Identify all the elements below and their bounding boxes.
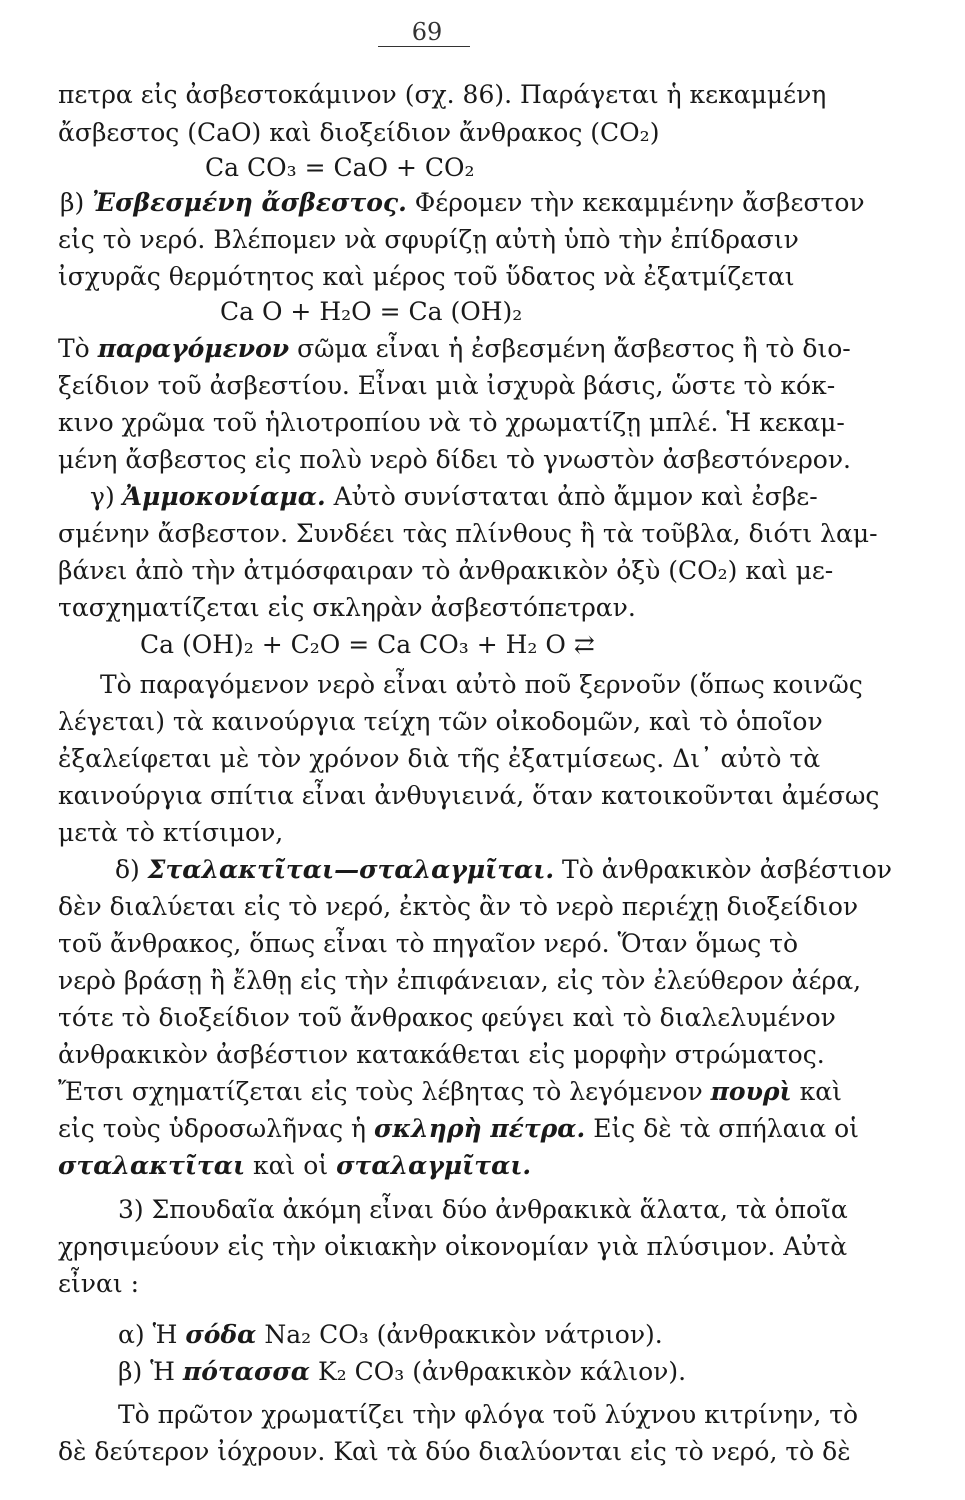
page-number-rule xyxy=(378,46,470,47)
text-line: δὲν διαλύεται εἰς τὸ νερό, ἐκτὸς ἂν τὸ νερὸ περιέχῃ διοξείδιον xyxy=(58,892,859,921)
text-line: ξείδιον τοῦ ἀσβεστίου. Εἶναι μιὰ ἰσχυρὰ βάσις, ὥστε τὸ κόκ- xyxy=(58,371,836,400)
text-line: εἰς τὸ νερό. Βλέπομεν νὰ σφυρίζῃ αὐτὴ ὑπὸ τὴν ἐπίδρασιν xyxy=(58,225,799,254)
text-span: β) xyxy=(60,188,93,217)
text-line xyxy=(118,1320,663,1350)
text-line: πετρα εἰς ἀσβεστοκάμινον (σχ. 86). Παράγεται ἡ κεκαμμένη xyxy=(58,80,827,109)
text-line xyxy=(58,334,851,364)
text-span: K₂ CO₃ (ἀνθρακικὸν κάλιον). xyxy=(310,1357,687,1386)
text-span: Αὐτὸ συνίσταται ἀπὸ ἄμμον καὶ ἐσβε- xyxy=(325,482,818,511)
text-line xyxy=(60,188,865,218)
page-number: 69 xyxy=(411,18,443,46)
text-line: τότε τὸ διοξείδιον τοῦ ἄνθρακος φεύγει καὶ τὸ διαλελυμένον xyxy=(58,1003,836,1032)
text-line: ἄσβεστος (CaO) καὶ διοξείδιον ἄνθρακος (CO₂) xyxy=(58,118,660,147)
text-line: εἶναι : xyxy=(58,1269,140,1298)
text-line: μετὰ τὸ κτίσιμον, xyxy=(58,818,284,847)
text-line: ἀνθρακικὸν ἀσβέστιον κατακάθεται εἰς μορφὴν στρώματος. xyxy=(58,1040,825,1069)
text-span: δ) xyxy=(115,855,148,884)
text-line: ἰσχυρᾶς θερμότητος καὶ μέρος τοῦ ὕδατος νὰ ἐξατμίζεται xyxy=(58,262,795,291)
emphasized-term: Ἐσβεσμένη ἄσβεστος. xyxy=(92,188,407,217)
emphasized-term: σταλαγμῖται. xyxy=(336,1151,532,1180)
text-line xyxy=(118,1357,686,1387)
text-span: σῶμα εἶναι ἡ ἐσβεσμένη ἄσβεστος ἢ τὸ διο- xyxy=(289,334,851,363)
text-span: Τὸ xyxy=(58,334,98,363)
text-span: Εἰς δὲ τὰ σπήλαια οἱ xyxy=(585,1114,859,1143)
text-line: νερὸ βράσῃ ἢ ἔλθῃ εἰς τὴν ἐπιφάνειαν, εἰς τὸν ἐλεύθερον ἀέρα, xyxy=(58,966,862,995)
text-line: καινούργια σπίτια εἶναι ἀνθυγιεινά, ὅταν κατοικοῦνται ἀμέσως xyxy=(58,781,880,810)
text-line: δὲ δεύτερον ἰόχρουν. Καὶ τὰ δύο διαλύονται εἰς τὸ νερό, τὸ δὲ xyxy=(58,1437,851,1466)
text-span: εἰς τοὺς ὑδροσωλῆνας ἡ xyxy=(58,1114,374,1143)
text-line: Τὸ πρῶτον χρωματίζει τὴν φλόγα τοῦ λύχνου κιτρίνην, τὸ xyxy=(118,1400,859,1429)
text-line: ἐξαλείφεται μὲ τὸν χρόνον διὰ τῆς ἐξατμίσεως. Δι᾽ αὐτὸ τὰ xyxy=(58,744,821,773)
text-line: χρησιμεύουν εἰς τὴν οἰκιακὴν οἰκονομίαν γιὰ πλύσιμον. Αὐτὰ xyxy=(58,1232,848,1261)
text-span: καὶ xyxy=(791,1077,842,1106)
text-line xyxy=(58,1114,859,1144)
text-line xyxy=(90,482,818,512)
text-span: Ἔτσι σχηματίζεται εἰς τοὺς λέβητας τὸ λεγόμενον xyxy=(58,1077,711,1106)
text-line: βάνει ἀπὸ τὴν ἀτμόσφαιραν τὸ ἀνθρακικὸν ὀξὺ (CO₂) καὶ με- xyxy=(58,556,834,585)
emphasized-term: Ἀμμοκονίαμα. xyxy=(122,482,326,511)
emphasized-term: Σταλακτῖται—σταλαγμῖται. xyxy=(147,855,555,884)
text-line: λέγεται) τὰ καινούργια τείχη τῶν οἰκοδομῶν, καὶ τὸ ὁποῖον xyxy=(58,707,823,736)
text-line: Ca O + H₂O = Ca (OH)₂ xyxy=(220,297,523,326)
text-line xyxy=(58,1151,531,1181)
emphasized-term: σκληρὴ πέτρα. xyxy=(373,1114,586,1143)
text-line: κινο χρῶμα τοῦ ἡλιοτροπίου νὰ τὸ χρωματίζῃ μπλέ. Ἡ κεκαμ- xyxy=(58,408,845,437)
text-line xyxy=(58,1077,842,1107)
text-span: β) Ἡ xyxy=(118,1357,183,1386)
text-line: Ca CO₃ = CaO + CO₂ xyxy=(205,153,475,182)
text-span: Φέρομεν τὴν κεκαμμένην ἄσβεστον xyxy=(406,188,865,217)
text-span: γ) xyxy=(90,482,123,511)
text-line xyxy=(115,855,892,885)
emphasized-term: πότασσα xyxy=(182,1357,311,1386)
text-line: 3) Σπουδαῖα ἀκόμη εἶναι δύο ἀνθρακικὰ ἅλατα, τὰ ὁποῖα xyxy=(118,1195,848,1224)
text-line: Τὸ παραγόμενον νερὸ εἶναι αὐτὸ ποῦ ξερνοῦν (ὅπως κοινῶς xyxy=(100,670,863,699)
emphasized-term: σόδα xyxy=(185,1320,257,1349)
text-span: Τὸ ἀνθρακικὸν ἀσβέστιον xyxy=(554,855,892,884)
text-span: α) Ἡ xyxy=(118,1320,186,1349)
text-line: Ca (OH)₂ + C₂O = Ca CO₃ + H₂ O ⇄ xyxy=(140,630,595,659)
text-line: τοῦ ἄνθρακος, ὅπως εἶναι τὸ πηγαῖον νερό. Ὅταν ὅμως τὸ xyxy=(58,929,799,958)
emphasized-term: σταλακτῖται xyxy=(58,1151,246,1180)
text-line: τασχηματίζεται εἰς σκληρὰν ἀσβεστόπετραν. xyxy=(58,593,636,622)
emphasized-term: παραγόμενον xyxy=(97,334,290,363)
text-span: Na₂ CO₃ (ἀνθρακικὸν νάτριον). xyxy=(256,1320,663,1349)
text-line: σμένην ἄσβεστον. Συνδέει τὰς πλίνθους ἢ τὰ τοῦβλα, διότι λαμ- xyxy=(58,519,878,548)
text-span: καὶ οἱ xyxy=(245,1151,337,1180)
emphasized-term: πουρὶ xyxy=(710,1077,792,1106)
text-line: μένη ἄσβεστος εἰς πολὺ νερὸ δίδει τὸ γνωστὸν ἀσβεστόνερον. xyxy=(58,445,851,474)
